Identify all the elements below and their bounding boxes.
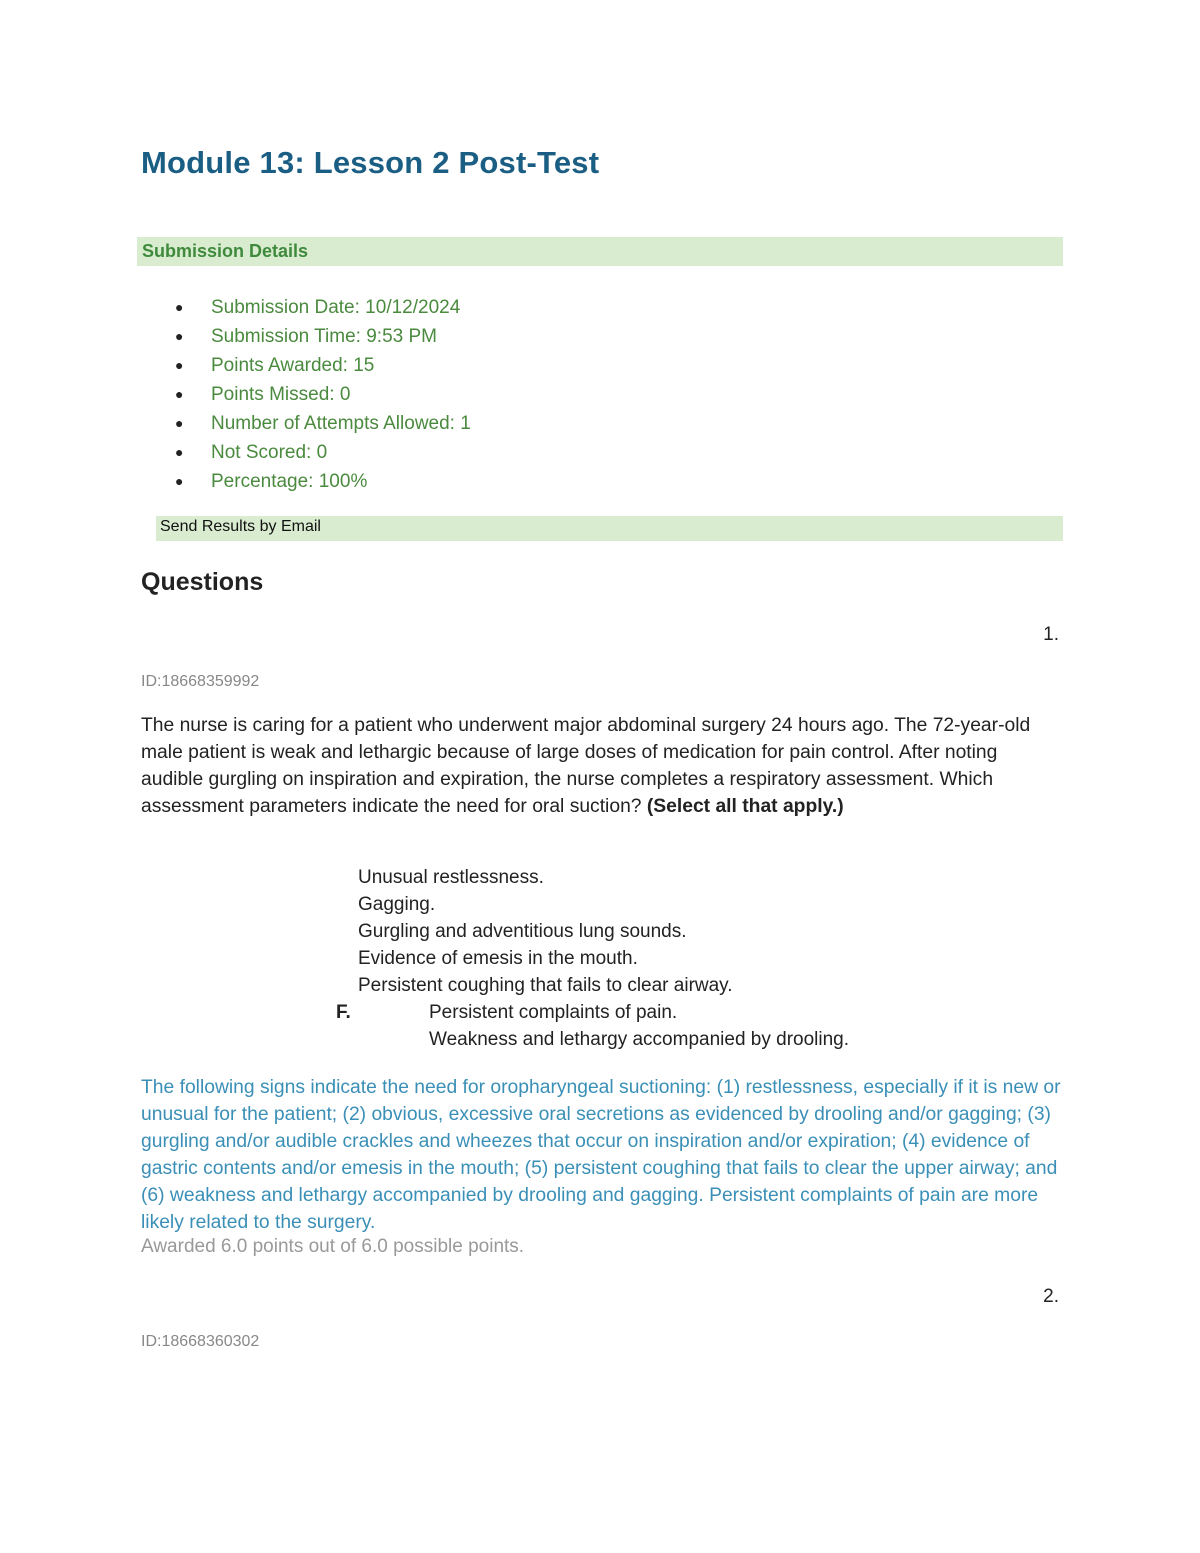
option-f[interactable]: Persistent complaints of pain. bbox=[429, 1002, 678, 1023]
bullet-icon: ● bbox=[175, 299, 184, 315]
document-page: Module 13: Lesson 2 Post-Test Submission Details ● Submission Date: 10/12/2024 ● Submission Time: 9:53 PM ● Points Awarded: 15 ● Points Missed: 0 ● Number of Attempts Allowed: 1 ● Not Scored: 0 ● Percentage: 100% Send Results by Email Questions 1. ID:18668359992 The nurse is caring for a patient who underwent major abdominal surgery 24 hours ago. The 72-year-old male patient is weak and lethargic because of large doses of medication for pain control. After noting audible gurgling on inspiration and expiration, the nurse completes a respiratory assessment. Which assessment parameters indicate the need for oral suction? (Select all that apply.) Unusual restlessness. Gagging. Gurgling and adventitious lung sounds. Evidence of emesis in the mouth. Persistent coughing that fails to clear airway. F. Persistent complaints of pain. Weakness and lethargy accompanied by drooling. The following signs indicate the need for oropharyngeal suctioning: (1) restlessness, especially if it is new or unusual for the patient; (2) obvious, excessive oral secretions as evidenced by drooling and/or gagging; (3) gurgling and/or audible crackles and wheezes that occur on inspiration and/or expiration; (4) evidence of gastric contents and/or emesis in the mouth; (5) persistent coughing that fails to clear the upper airway; and (6) weakness and lethargy accompanied by drooling and gagging. Persistent complaints of pain are more likely related to the surgery. Awarded 6.0 points out of 6.0 possible points. 2. ID:18668360302 bbox=[0, 0, 1200, 1553]
submission-details-header bbox=[137, 237, 1063, 266]
question-1-id: ID:18668359992 bbox=[141, 673, 260, 690]
question-1-stem bbox=[141, 712, 1063, 820]
option-e[interactable]: Persistent coughing that fails to clear airway. bbox=[358, 975, 733, 996]
page-title: Module 13: Lesson 2 Post-Test bbox=[141, 145, 600, 180]
bullet-icon: ● bbox=[175, 473, 184, 489]
send-results-email-link[interactable]: Send Results by Email bbox=[160, 518, 321, 535]
question-2-id: ID:18668360302 bbox=[141, 1333, 260, 1350]
bullet-icon: ● bbox=[175, 415, 184, 431]
send-results-bar[interactable] bbox=[156, 516, 1063, 541]
question-1-stem-text: The nurse is caring for a patient who underwent major abdominal surgery 24 hours ago. The 72-year-old male patient is weak and lethargic because of large doses of medication for pain control. After noting audible gurgling on inspiration and expiration, the nurse completes a respiratory assessment. Which assessment parameters indicate the need for oral suction? bbox=[141, 715, 1031, 817]
bullet-icon: ● bbox=[175, 386, 184, 402]
question-1-select-all-note: (Select all that apply.) bbox=[646, 796, 844, 817]
option-a[interactable]: Unusual restlessness. bbox=[358, 867, 544, 888]
option-g[interactable]: Weakness and lethargy accompanied by drooling. bbox=[429, 1029, 850, 1050]
question-1-number: 1. bbox=[1043, 624, 1059, 645]
option-d[interactable]: Evidence of emesis in the mouth. bbox=[358, 948, 638, 969]
question-2-number: 2. bbox=[1043, 1286, 1059, 1307]
option-b[interactable]: Gagging. bbox=[358, 894, 436, 915]
bullet-icon: ● bbox=[175, 357, 184, 373]
questions-heading: Questions bbox=[141, 568, 264, 596]
option-f-letter: F. bbox=[336, 1002, 351, 1023]
submission-details-heading: Submission Details bbox=[142, 241, 309, 261]
question-1-awarded-points: Awarded 6.0 points out of 6.0 possible points. bbox=[141, 1236, 525, 1257]
bullet-icon: ● bbox=[175, 444, 184, 460]
question-1-rationale: The following signs indicate the need for oropharyngeal suctioning: (1) restlessness, especially if it is new or unusual for the patient; (2) obvious, excessive oral secretions as evidenced by drooling and/or gagging; (3) gurgling and/or audible crackles and wheezes that occur on inspiration and/or expiration; (4) evidence of gastric contents and/or emesis in the mouth; (5) persistent coughing that fails to clear the upper airway; and (6) weakness and lethargy accompanied by drooling and gagging. Persistent complaints of pain are more likely related to the surgery. bbox=[141, 1077, 1061, 1233]
option-c[interactable]: Gurgling and adventitious lung sounds. bbox=[358, 921, 687, 942]
bullet-icon: ● bbox=[175, 328, 184, 344]
